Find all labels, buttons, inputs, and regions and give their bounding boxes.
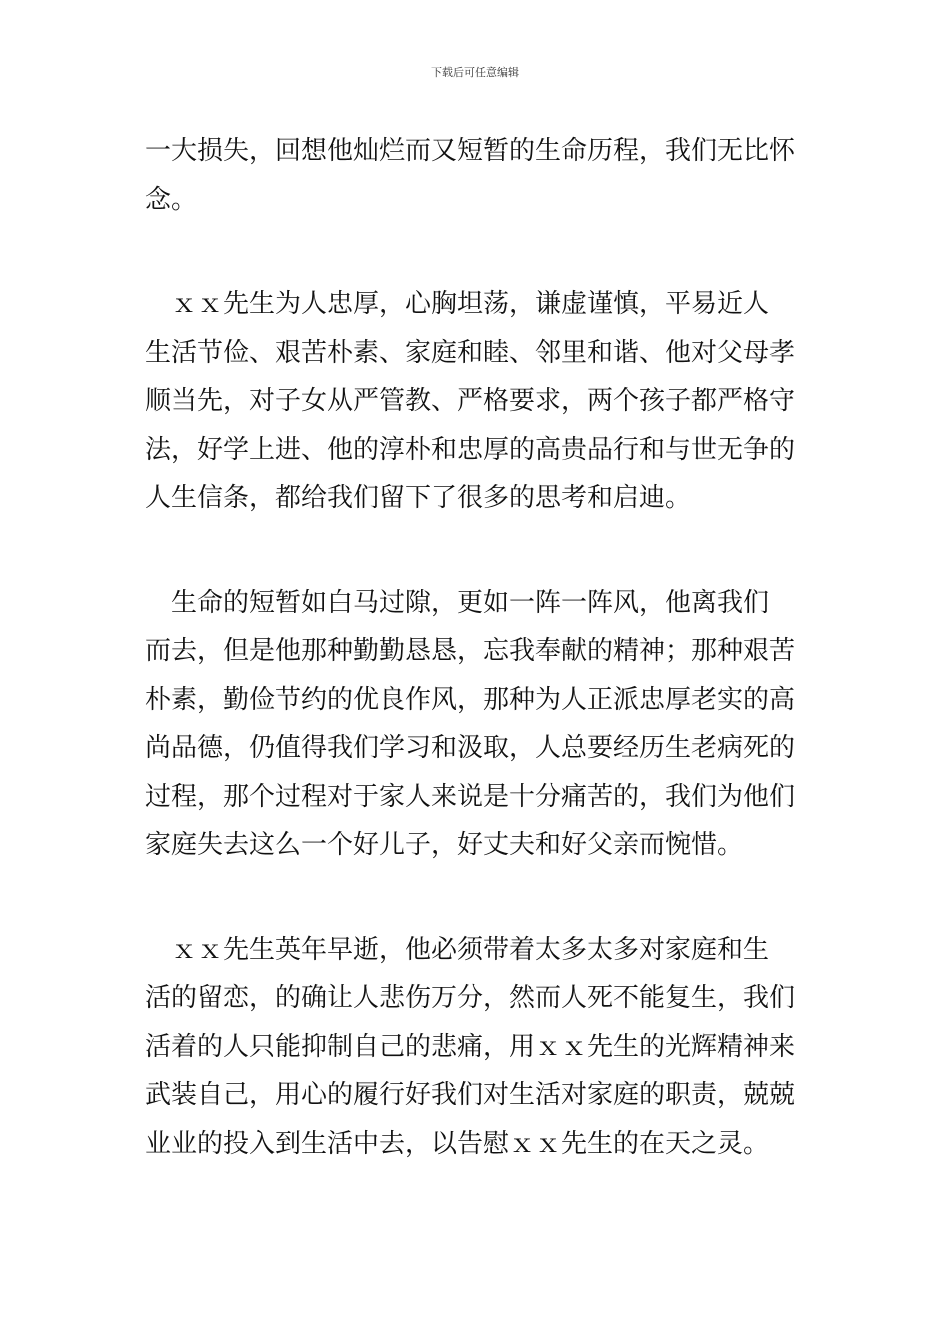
page-header-note: 下载后可任意编辑 xyxy=(431,66,519,79)
text-line: 业业的投入到生活中去，以告慰ｘｘ先生的在天之灵。 xyxy=(145,1128,770,1159)
text-line: 而去，但是他那种勤勤恳恳，忘我奉献的精神；那种艰苦 xyxy=(145,636,796,666)
text-line: 家庭失去这么一个好儿子，好丈夫和好父亲而惋惜。 xyxy=(145,830,744,860)
paragraph-spacer xyxy=(145,523,810,579)
paragraph-spacer xyxy=(145,870,810,926)
text-line: 武装自己，用心的履行好我们对生活对家庭的职责，兢兢 xyxy=(145,1080,796,1110)
text-line: 生命的短暂如白马过隙，更如一阵一阵风，他离我们 xyxy=(145,587,770,618)
text-line: ｘｘ先生为人忠厚，心胸坦荡，谦虚谨慎，平易近人 xyxy=(145,289,770,319)
text-line: 活着的人只能抑制自己的悲痛，用ｘｘ先生的光辉精神来 xyxy=(145,1031,796,1062)
text-line: 法，好学上进、他的淳朴和忠厚的高贵品行和与世无争的 xyxy=(145,434,796,465)
text-line: 念。 xyxy=(145,184,198,215)
text-line: 活的留恋，的确让人悲伤万分，然而人死不能复生，我们 xyxy=(145,983,796,1013)
document-body xyxy=(145,127,810,1168)
text-line: 过程，那个过程对于家人来说是十分痛苦的，我们为他们 xyxy=(145,781,796,812)
paragraph-2 xyxy=(145,280,810,523)
text-line: 顺当先，对子女从严管教、严格要求，两个孩子都严格守 xyxy=(145,386,796,416)
paragraph-1 xyxy=(145,127,810,224)
text-line: 朴素，勤俭节约的优良作风，那种为人正派忠厚老实的高 xyxy=(145,684,796,715)
paragraph-spacer xyxy=(145,224,810,280)
text-line: 一大损失，回想他灿烂而又短暂的生命历程，我们无比怀 xyxy=(145,136,796,166)
text-line: 生活节俭、艰苦朴素、家庭和睦、邻里和谐、他对父母孝 xyxy=(145,337,796,368)
paragraph-4 xyxy=(145,926,810,1169)
text-line: ｘｘ先生英年早逝，他必须带着太多太多对家庭和生 xyxy=(145,934,770,965)
text-line: 尚品德，仍值得我们学习和汲取，人总要经历生老病死的 xyxy=(145,733,796,763)
paragraph-3 xyxy=(145,579,810,870)
text-line: 人生信条，都给我们留下了很多的思考和启迪。 xyxy=(145,483,692,513)
